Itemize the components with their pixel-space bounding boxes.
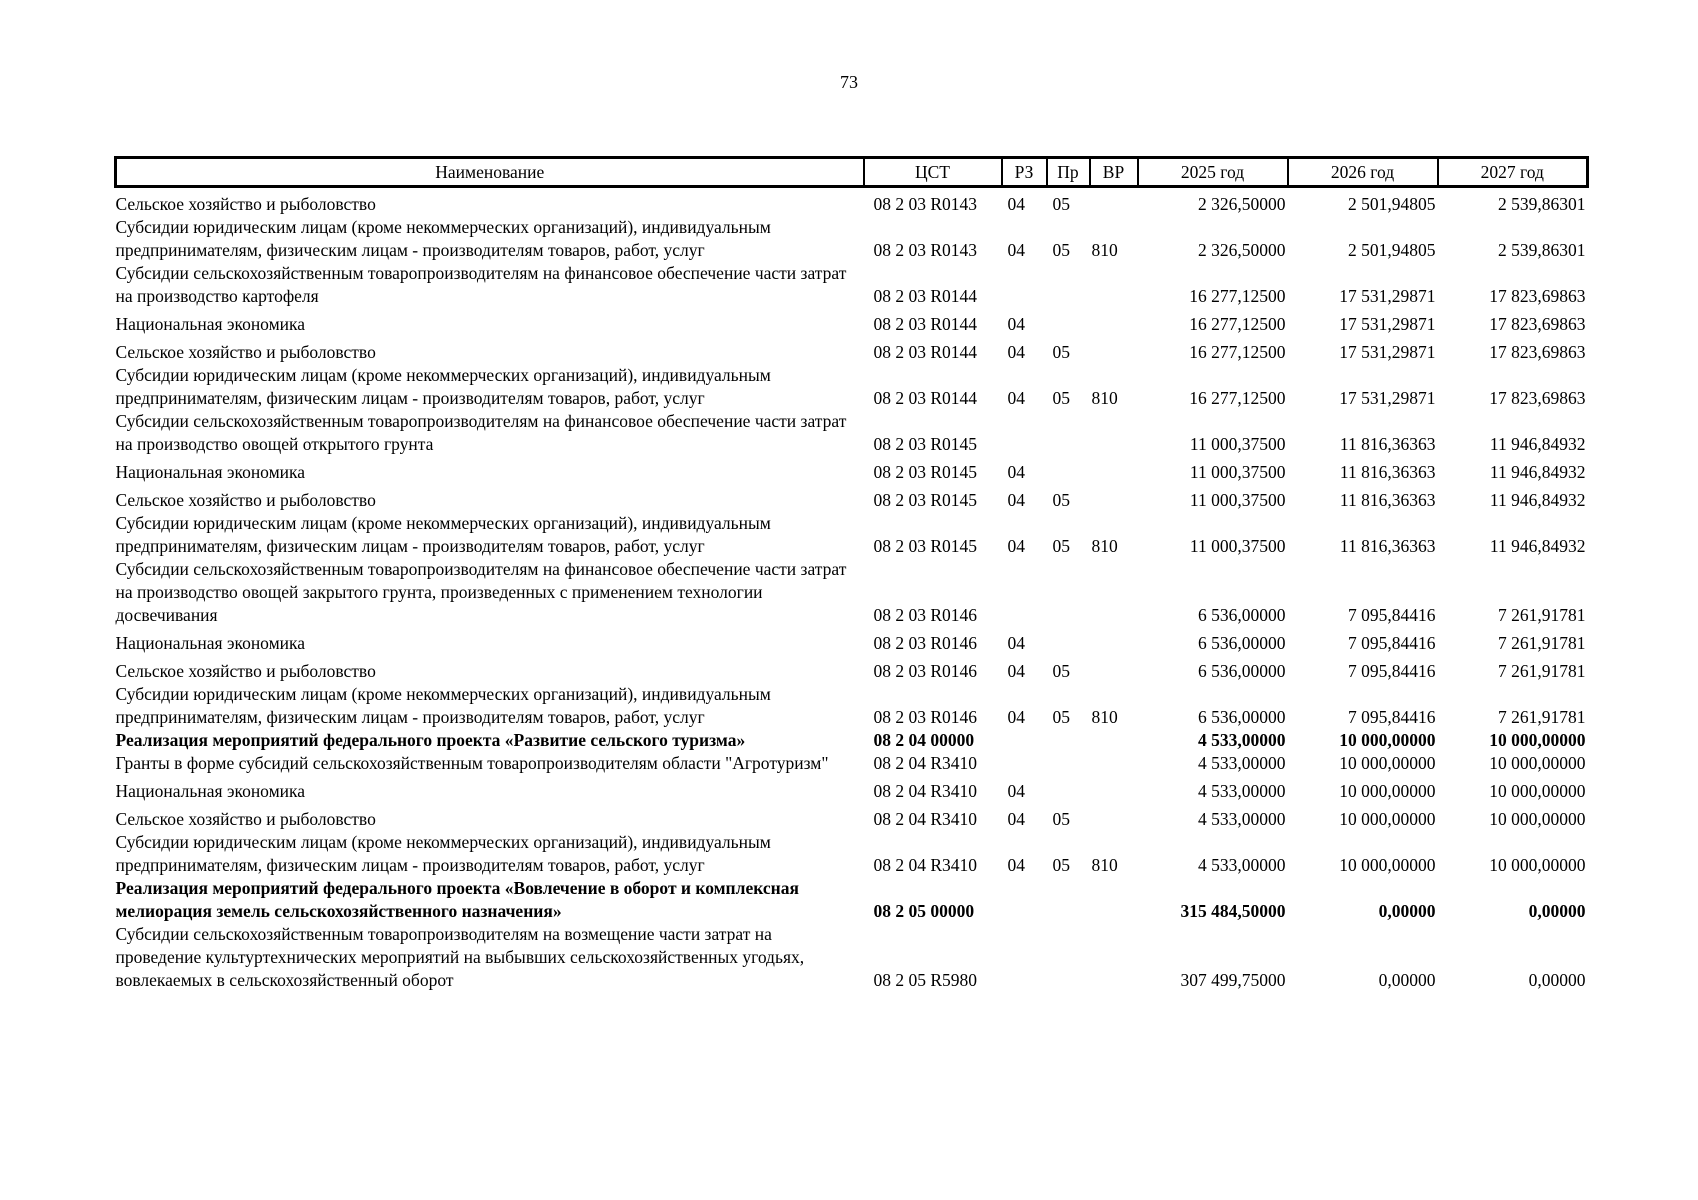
cell-2026: 0,00000: [1378, 901, 1436, 921]
cell-pr: 05: [1052, 388, 1070, 408]
cell-vr: [1090, 308, 1138, 336]
cell-2026: 7 095,84416: [1348, 633, 1436, 653]
cell-2027: 10 000,00000: [1489, 809, 1586, 829]
cell-cst: 08 2 03 R0144: [873, 314, 978, 334]
cell-pr: [1047, 558, 1090, 627]
cell-2025: 11 000,37500: [1189, 462, 1286, 482]
table-row: [116, 308, 1588, 336]
table-row: [116, 187, 1588, 217]
cell-cst: 08 2 03 R0146: [873, 605, 978, 625]
cell-2027: 10 000,00000: [1489, 753, 1586, 773]
cell-name: Субсидии сельскохозяйственным товаропроизводителям на финансовое обеспечение части затрат на производство картофеля: [115, 263, 847, 306]
cell-vr: 810: [1091, 707, 1118, 727]
cell-cst: 08 2 03 R0143: [873, 194, 978, 214]
cell-2025: 16 277,12500: [1189, 388, 1286, 408]
cell-pr: 05: [1052, 536, 1070, 556]
cell-2026: 17 531,29871: [1339, 286, 1436, 306]
cell-cst: 08 2 03 R0146: [873, 633, 978, 653]
header-2025: 2025 год: [1138, 158, 1288, 187]
cell-rz: [1002, 729, 1047, 752]
cell-cst: 08 2 04 R3410: [873, 855, 978, 875]
table-row: [116, 923, 1588, 992]
cell-2026: 10 000,00000: [1339, 781, 1436, 801]
cell-2025: 11 000,37500: [1189, 434, 1286, 454]
cell-pr: 05: [1052, 342, 1070, 362]
cell-rz: 04: [1007, 314, 1025, 334]
cell-2027: 2 539,86301: [1498, 240, 1586, 260]
cell-rz: [1002, 262, 1047, 308]
table-row: [116, 512, 1588, 558]
cell-2026: 10 000,00000: [1339, 855, 1436, 875]
cell-name: Субсидии юридическим лицам (кроме некоммерческих организаций), индивидуальным предпринимателям, физическим лицам - производителям товаров, работ, услуг: [115, 365, 771, 408]
cell-vr: [1090, 627, 1138, 655]
cell-pr: 05: [1052, 707, 1070, 727]
cell-2026: 0,00000: [1378, 970, 1436, 990]
cell-vr: [1090, 187, 1138, 217]
cell-name: Субсидии юридическим лицам (кроме некоммерческих организаций), индивидуальным предпринимателям, физическим лицам - производителям товаров, работ, услуг: [115, 513, 771, 556]
cell-2027: 7 261,91781: [1498, 707, 1586, 727]
cell-pr: 05: [1052, 855, 1070, 875]
table-body: [116, 187, 1588, 993]
cell-2027: 10 000,00000: [1489, 730, 1586, 750]
cell-vr: [1090, 262, 1138, 308]
cell-pr: [1047, 456, 1090, 484]
cell-2025: 6 536,00000: [1198, 633, 1286, 653]
table-row: [116, 752, 1588, 775]
budget-table: [114, 156, 1589, 992]
cell-2027: 2 539,86301: [1498, 194, 1586, 214]
cell-cst: 08 2 04 00000: [873, 730, 975, 750]
cell-2027: 11 946,84932: [1489, 490, 1586, 510]
cell-pr: [1047, 923, 1090, 992]
table-row: [116, 627, 1588, 655]
cell-pr: 05: [1052, 661, 1070, 681]
cell-2025: 4 533,00000: [1198, 781, 1286, 801]
cell-vr: [1090, 456, 1138, 484]
table-row: [116, 683, 1588, 729]
cell-2026: 10 000,00000: [1339, 730, 1436, 750]
cell-2025: 2 326,50000: [1198, 240, 1286, 260]
cell-vr: 810: [1091, 388, 1118, 408]
cell-pr: 05: [1052, 240, 1070, 260]
table-row: [116, 655, 1588, 683]
table-row: [116, 410, 1588, 456]
cell-cst: 08 2 03 R0146: [873, 707, 978, 727]
cell-vr: [1090, 410, 1138, 456]
cell-name: Субсидии сельскохозяйственным товаропроизводителям на возмещение части затрат на проведение культуртехнических мероприятий на выбывших сельскохозяйственных угодьях, вовлекаемых в сельскохозяйственный оборот: [115, 924, 805, 990]
cell-rz: 04: [1007, 342, 1025, 362]
header-pr: Пр: [1047, 158, 1090, 187]
cell-2026: 17 531,29871: [1339, 388, 1436, 408]
cell-cst: 08 2 03 R0144: [873, 342, 978, 362]
cell-pr: 05: [1052, 809, 1070, 829]
cell-pr: [1047, 729, 1090, 752]
cell-vr: 810: [1091, 240, 1118, 260]
table-row: [116, 558, 1588, 627]
cell-rz: [1002, 923, 1047, 992]
cell-2027: 10 000,00000: [1489, 781, 1586, 801]
cell-rz: 04: [1007, 536, 1025, 556]
cell-2026: 11 816,36363: [1339, 490, 1436, 510]
cell-name: Гранты в форме субсидий сельскохозяйственным товаропроизводителям области "Агротуризм": [115, 753, 829, 773]
cell-2025: 4 533,00000: [1198, 753, 1286, 773]
table-row: [116, 729, 1588, 752]
cell-2027: 11 946,84932: [1489, 462, 1586, 482]
cell-rz: 04: [1007, 809, 1025, 829]
table-row: [116, 877, 1588, 923]
cell-vr: [1090, 729, 1138, 752]
cell-2026: 11 816,36363: [1339, 536, 1436, 556]
cell-2025: 4 533,00000: [1198, 855, 1286, 875]
cell-2027: 10 000,00000: [1489, 855, 1586, 875]
cell-pr: [1047, 410, 1090, 456]
header-rz: РЗ: [1002, 158, 1047, 187]
cell-2026: 10 000,00000: [1339, 809, 1436, 829]
cell-vr: [1090, 877, 1138, 923]
table-row: [116, 216, 1588, 262]
cell-cst: 08 2 05 R5980: [873, 970, 978, 990]
cell-cst: 08 2 04 R3410: [873, 781, 978, 801]
cell-pr: 05: [1052, 490, 1070, 510]
header-vr: ВР: [1090, 158, 1138, 187]
cell-name: Сельское хозяйство и рыболовство: [115, 661, 376, 681]
cell-2027: 0,00000: [1528, 901, 1586, 921]
cell-2027: 11 946,84932: [1489, 536, 1586, 556]
cell-pr: [1047, 627, 1090, 655]
cell-rz: 04: [1007, 194, 1025, 214]
cell-vr: 810: [1091, 536, 1118, 556]
cell-name: Сельское хозяйство и рыболовство: [115, 342, 376, 362]
cell-name: Субсидии сельскохозяйственным товаропроизводителям на финансовое обеспечение части затрат на производство овощей закрытого грунта, произведенных с применением технологии досвечивания: [115, 559, 847, 625]
cell-rz: [1002, 558, 1047, 627]
header-row: [116, 158, 1588, 187]
cell-pr: 05: [1052, 194, 1070, 214]
cell-pr: [1047, 752, 1090, 775]
cell-rz: 04: [1007, 490, 1025, 510]
cell-2027: 17 823,69863: [1489, 314, 1586, 334]
cell-2027: 7 261,91781: [1498, 661, 1586, 681]
cell-2026: 11 816,36363: [1339, 434, 1436, 454]
cell-cst: 08 2 04 R3410: [873, 753, 978, 773]
cell-rz: 04: [1007, 855, 1025, 875]
cell-pr: [1047, 877, 1090, 923]
cell-2027: 17 823,69863: [1489, 388, 1586, 408]
cell-rz: [1002, 877, 1047, 923]
cell-2025: 2 326,50000: [1198, 194, 1286, 214]
cell-vr: [1090, 752, 1138, 775]
table-row: [116, 456, 1588, 484]
cell-2026: 11 816,36363: [1339, 462, 1436, 482]
cell-cst: 08 2 03 R0145: [873, 536, 978, 556]
cell-name: Национальная экономика: [115, 633, 306, 653]
table-row: [116, 484, 1588, 512]
cell-cst: 08 2 03 R0145: [873, 490, 978, 510]
cell-vr: [1090, 484, 1138, 512]
cell-vr: [1090, 803, 1138, 831]
cell-cst: 08 2 03 R0144: [873, 286, 978, 306]
cell-vr: [1090, 558, 1138, 627]
cell-cst: 08 2 05 00000: [873, 901, 975, 921]
cell-2025: 11 000,37500: [1189, 536, 1286, 556]
cell-rz: 04: [1007, 661, 1025, 681]
cell-name: Реализация мероприятий федерального проекта «Вовлечение в оборот и комплексная мелиорация земель сельскохозяйственного назначения»: [115, 878, 799, 921]
cell-2025: 4 533,00000: [1198, 809, 1286, 829]
cell-pr: [1047, 775, 1090, 803]
cell-cst: 08 2 03 R0145: [873, 462, 978, 482]
cell-2026: 2 501,94805: [1348, 240, 1436, 260]
cell-pr: [1047, 262, 1090, 308]
cell-name: Субсидии юридическим лицам (кроме некоммерческих организаций), индивидуальным предпринимателям, физическим лицам - производителям товаров, работ, услуг: [115, 684, 771, 727]
page-number: 73: [840, 72, 858, 92]
cell-vr: [1090, 923, 1138, 992]
cell-rz: [1002, 752, 1047, 775]
cell-vr: 810: [1091, 855, 1118, 875]
cell-name: Национальная экономика: [115, 781, 306, 801]
table-row: [116, 775, 1588, 803]
cell-2027: 17 823,69863: [1489, 342, 1586, 362]
cell-2025: 307 499,75000: [1180, 970, 1286, 990]
cell-name: Сельское хозяйство и рыболовство: [115, 194, 376, 214]
cell-name: Субсидии сельскохозяйственным товаропроизводителям на финансовое обеспечение части затрат на производство овощей открытого грунта: [115, 411, 847, 454]
table-row: [116, 831, 1588, 877]
cell-2026: 2 501,94805: [1348, 194, 1436, 214]
table-row: [116, 336, 1588, 364]
cell-2027: 11 946,84932: [1489, 434, 1586, 454]
cell-vr: [1090, 655, 1138, 683]
cell-2027: 7 261,91781: [1498, 605, 1586, 625]
cell-rz: [1002, 410, 1047, 456]
cell-2026: 7 095,84416: [1348, 707, 1436, 727]
cell-pr: [1047, 308, 1090, 336]
cell-cst: 08 2 04 R3410: [873, 809, 978, 829]
cell-2026: 17 531,29871: [1339, 342, 1436, 362]
cell-name: Реализация мероприятий федерального проекта «Развитие сельского туризма»: [115, 730, 746, 750]
cell-2026: 7 095,84416: [1348, 605, 1436, 625]
cell-vr: [1090, 775, 1138, 803]
table-row: [116, 803, 1588, 831]
cell-2025: 16 277,12500: [1189, 342, 1286, 362]
cell-name: Сельское хозяйство и рыболовство: [115, 809, 376, 829]
cell-cst: 08 2 03 R0145: [873, 434, 978, 454]
cell-2025: 11 000,37500: [1189, 490, 1286, 510]
cell-2027: 7 261,91781: [1498, 633, 1586, 653]
cell-2027: 17 823,69863: [1489, 286, 1586, 306]
table-row: [116, 364, 1588, 410]
cell-2025: 6 536,00000: [1198, 605, 1286, 625]
table-header: [116, 158, 1588, 187]
cell-rz: 04: [1007, 633, 1025, 653]
cell-2025: 6 536,00000: [1198, 661, 1286, 681]
cell-cst: 08 2 03 R0144: [873, 388, 978, 408]
header-cst: ЦСТ: [864, 158, 1002, 187]
cell-cst: 08 2 03 R0143: [873, 240, 978, 260]
cell-name: Субсидии юридическим лицам (кроме некоммерческих организаций), индивидуальным предпринимателям, физическим лицам - производителям товаров, работ, услуг: [115, 832, 771, 875]
header-name: Наименование: [116, 158, 864, 187]
cell-2025: 4 533,00000: [1198, 730, 1286, 750]
cell-rz: 04: [1007, 781, 1025, 801]
cell-2026: 10 000,00000: [1339, 753, 1436, 773]
cell-2026: 17 531,29871: [1339, 314, 1436, 334]
header-2027: 2027 год: [1438, 158, 1588, 187]
cell-rz: 04: [1007, 388, 1025, 408]
cell-2025: 16 277,12500: [1189, 286, 1286, 306]
cell-2025: 6 536,00000: [1198, 707, 1286, 727]
cell-rz: 04: [1007, 707, 1025, 727]
cell-name: Национальная экономика: [115, 462, 306, 482]
cell-2025: 16 277,12500: [1189, 314, 1286, 334]
cell-2026: 7 095,84416: [1348, 661, 1436, 681]
cell-2025: 315 484,50000: [1180, 901, 1286, 921]
header-2026: 2026 год: [1288, 158, 1438, 187]
table-row: [116, 262, 1588, 308]
cell-rz: 04: [1007, 240, 1025, 260]
cell-vr: [1090, 336, 1138, 364]
cell-name: Сельское хозяйство и рыболовство: [115, 490, 376, 510]
cell-name: Субсидии юридическим лицам (кроме некоммерческих организаций), индивидуальным предпринимателям, физическим лицам - производителям товаров, работ, услуг: [115, 217, 771, 260]
cell-name: Национальная экономика: [115, 314, 306, 334]
cell-rz: 04: [1007, 462, 1025, 482]
cell-2027: 0,00000: [1528, 970, 1586, 990]
cell-cst: 08 2 03 R0146: [873, 661, 978, 681]
